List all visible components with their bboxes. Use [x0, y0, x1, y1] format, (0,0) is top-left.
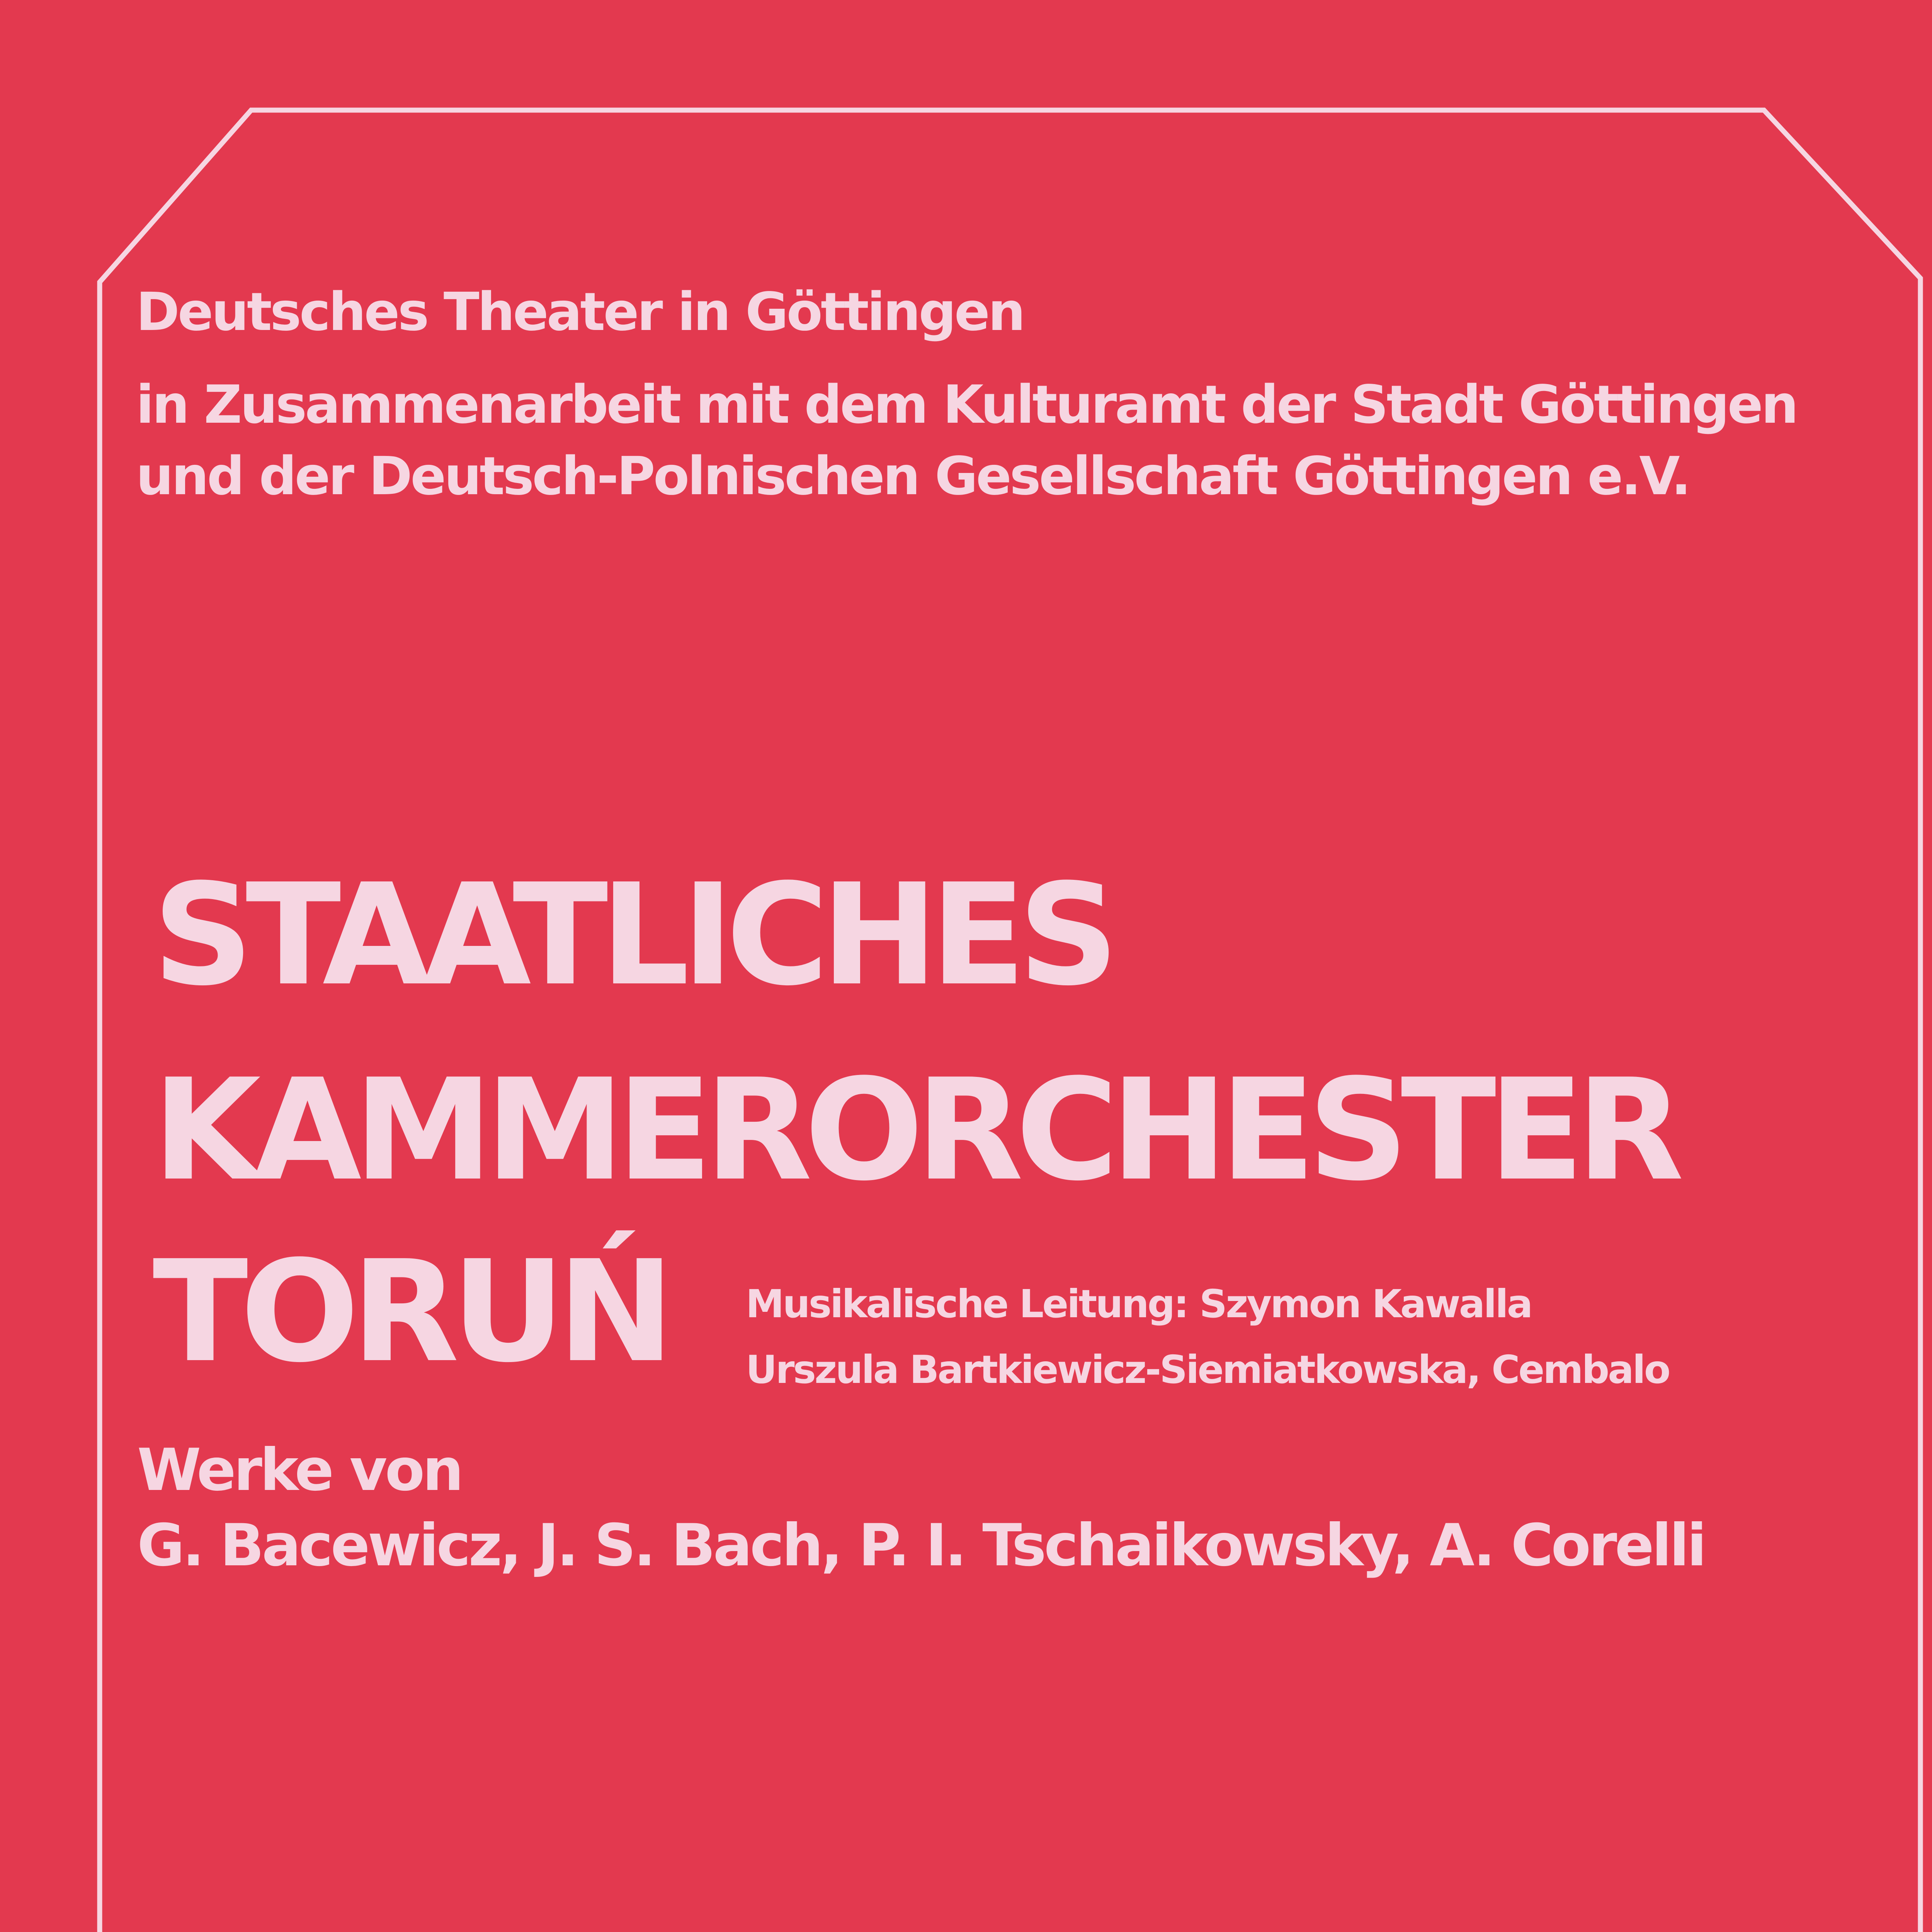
organizer-line-2: in Zusammenarbeit mit dem Kulturamt der Stadt Göttingen [136, 374, 1797, 435]
organizer-line-1: Deutsches Theater in Göttingen [136, 282, 1024, 343]
conductor-credit: Musikalische Leitung: Szymon Kawalla [746, 1281, 1532, 1327]
title-line-3: TORUŃ [153, 1231, 667, 1393]
organizer-line-3: und der Deutsch-Polnischen Gesellschaft Göttingen e.V. [136, 446, 1689, 507]
works-composers: G. Bacewicz, J. S. Bach, P. I. Tschaikowsky, A. Corelli [137, 1512, 1705, 1579]
title-line-2: KAMMERORCHESTER [153, 1049, 1677, 1212]
title-line-1: STAATLICHES [153, 854, 1111, 1017]
works-heading: Werke von [137, 1437, 462, 1504]
soloist-credit: Urszula Bartkiewicz-Siemiatkowska, Cembalo [746, 1347, 1669, 1392]
